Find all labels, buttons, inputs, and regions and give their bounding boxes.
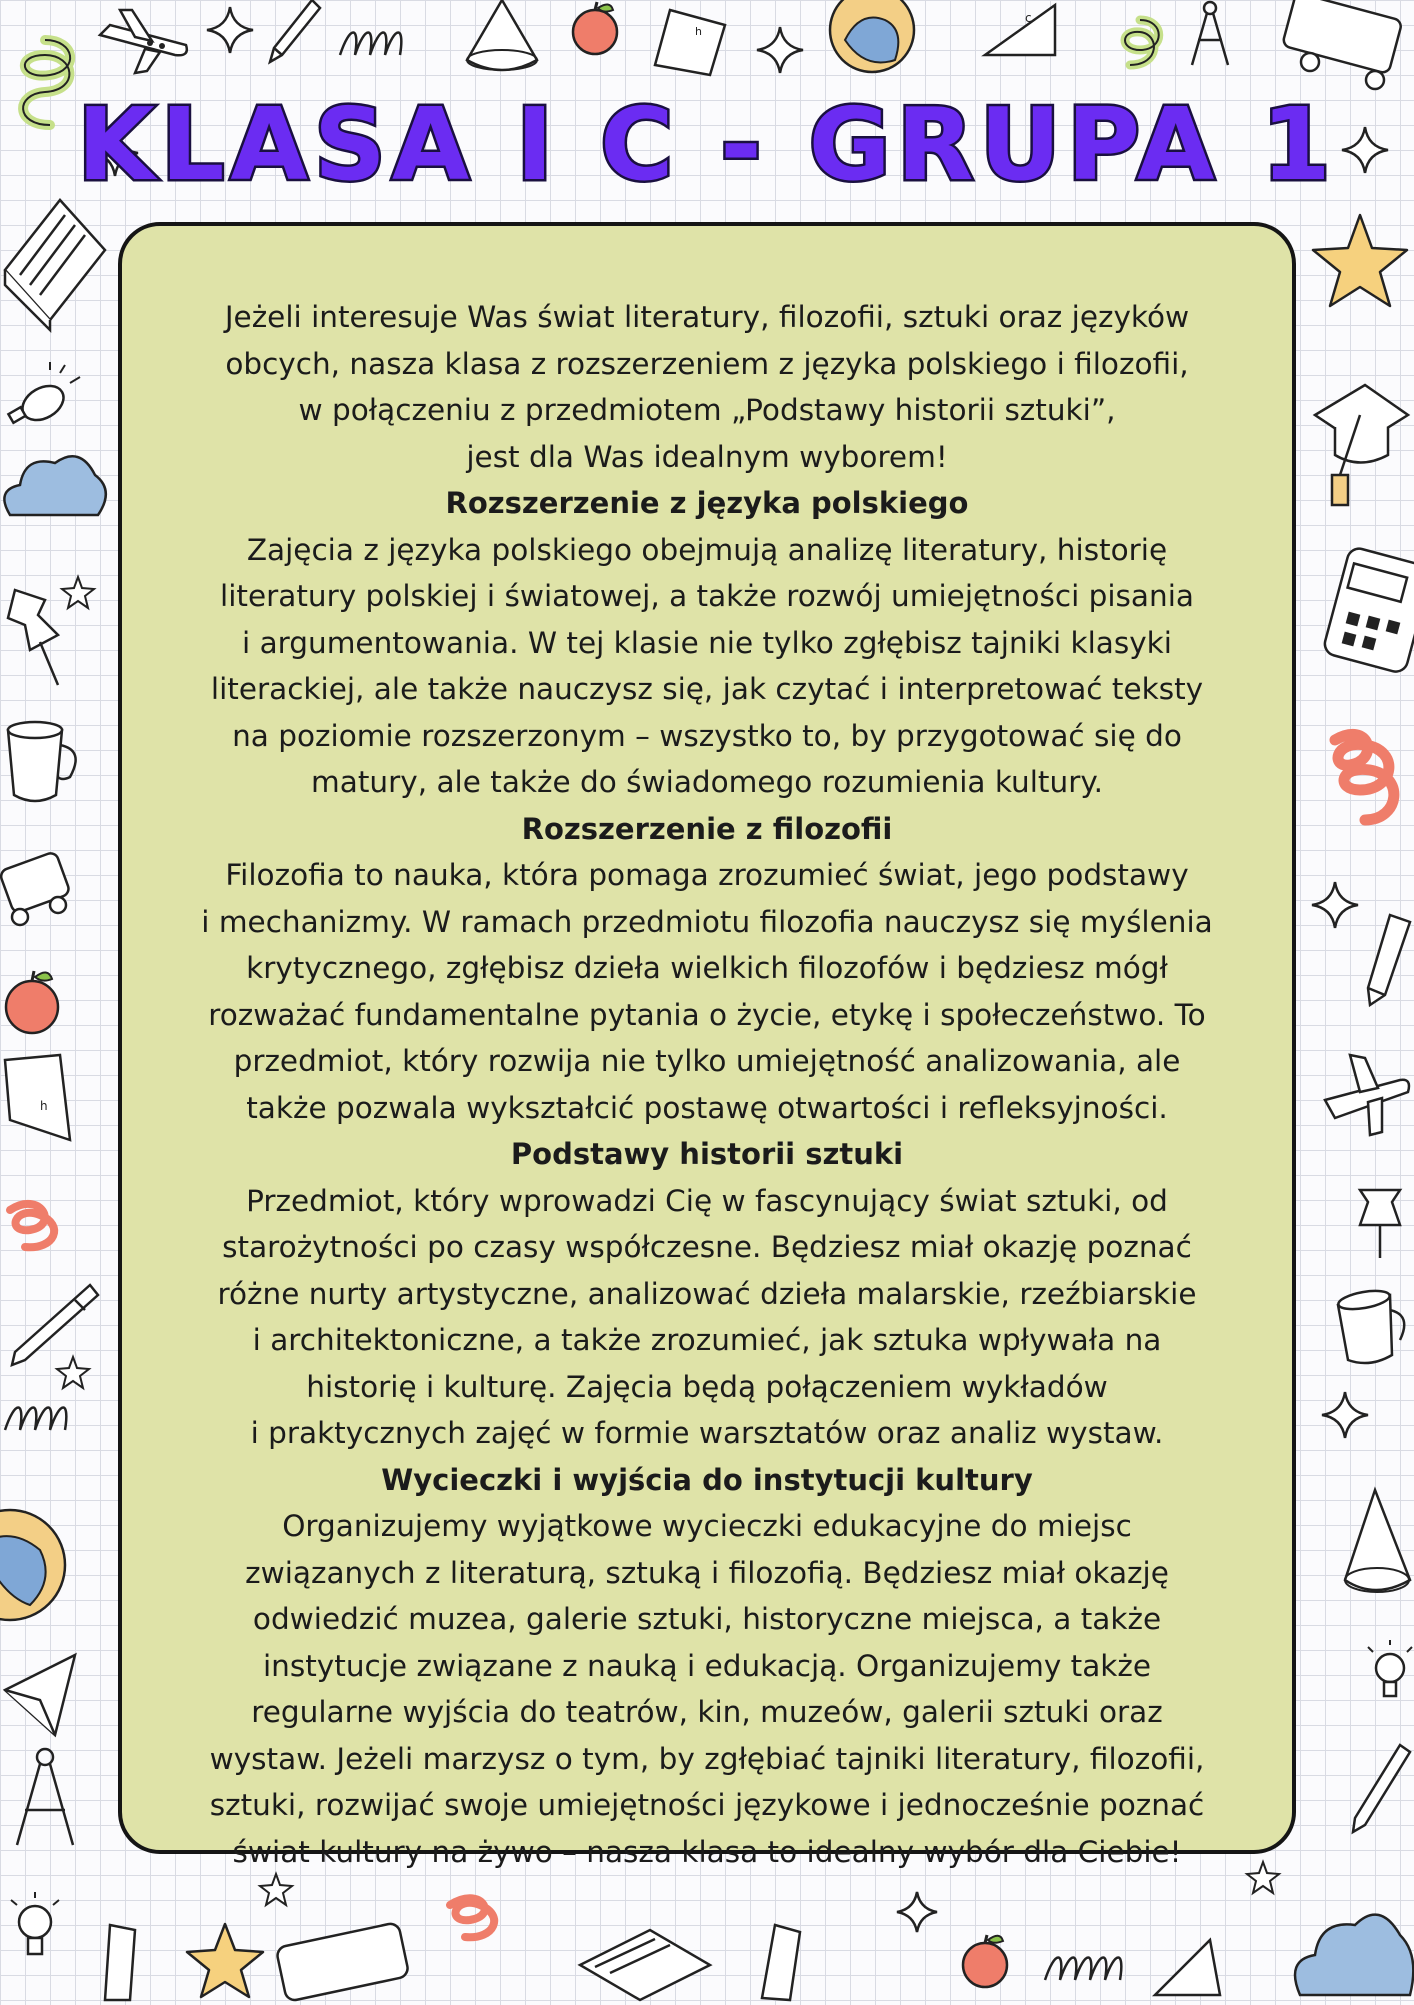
section-line: także pozwala wykształcić postawę otwartości i refleksyjności. (246, 1090, 1168, 1125)
bus-icon (275, 1925, 415, 2000)
svg-text:h: h (695, 25, 702, 38)
section-line: regularne wyjścia do teatrów, kin, muzeów, galerii sztuki oraz (251, 1695, 1163, 1729)
section-line: świat kultury na żywo – nasza klasa to idealny wybór dla Ciebie! (232, 1834, 1182, 1869)
book-icon (570, 1925, 720, 2000)
calculator-icon (1325, 545, 1414, 675)
svg-text:h: h (40, 1099, 48, 1113)
section-line: sztuki, rozwijać swoje umiejętności językowe i jednocześnie poznać (209, 1788, 1205, 1822)
pushpin-icon (1350, 1180, 1410, 1260)
section-line: rozważać fundamentalne pytania o życie, etykę i społeczeństwo. To (208, 997, 1206, 1032)
section-line: i argumentowania. W tej klasie nie tylko zgłębisz tajniki klasyki (242, 625, 1172, 660)
section-line: matury, ale także do świadomego rozumienia kultury. (311, 765, 1103, 799)
triangle-icon (975, 0, 1065, 60)
star-icon (60, 575, 96, 611)
section-line: krytycznego, zgłębisz dzieła wielkich filozofów i będziesz mógł (246, 951, 1168, 985)
section-heading-philosophy: Rozszerzenie z filozofii (521, 811, 893, 846)
section-line: związanych z literaturą, sztuką i filozofią. Będziesz miał okazję (245, 1555, 1169, 1590)
lightbulb-icon (1365, 1640, 1414, 1710)
intro-line: obcych, nasza klasa z rozszerzeniem z języka polskiego i filozofii, (225, 346, 1189, 381)
lightbulb-icon (5, 365, 85, 425)
section-line: literatury polskiej i światowej, a także rozwój umiejętności pisania (220, 579, 1194, 613)
triangle-icon (0, 1050, 80, 1160)
section-heading-art-history: Podstawy historii sztuki (510, 1137, 904, 1171)
intro-line: Jeżeli interesuje Was świat literatury, filozofii, sztuki oraz języków (224, 300, 1190, 334)
section-line: przedmiot, który rozwija nie tylko umiejętność analizowania, ale (233, 1044, 1181, 1078)
section-line: różne nurty artystyczne, analizować dzieła malarskie, rzeźbiarskie (217, 1276, 1197, 1311)
star-icon (895, 1890, 939, 1934)
triangle-icon (1150, 1935, 1230, 2000)
pencil-icon (750, 1920, 810, 2005)
compass-icon (1180, 0, 1240, 70)
airplane-icon (90, 5, 200, 75)
pencil-icon (1360, 910, 1414, 1020)
section-line: odwiedzić muzea, galerie sztuki, historyczne miejsca, a także (252, 1602, 1162, 1636)
star-icon (258, 1872, 294, 1908)
pencil-icon (262, 0, 322, 70)
cone-icon (1340, 1485, 1414, 1605)
cone-icon (462, 0, 542, 75)
cup-icon (1330, 1280, 1414, 1370)
section-line: historię i kulturę. Zajęcia będą połączeniem wykładów (306, 1369, 1108, 1404)
airplane-icon (1320, 1040, 1414, 1140)
section-line: i praktycznych zajęć w formie warsztatów oraz analiz wystaw. (250, 1416, 1164, 1450)
star-icon (1320, 1390, 1370, 1440)
bus-icon (0, 855, 80, 935)
section-line: wystaw. Jeżeli marzysz o tym, by zgłębiać tajniki literatury, filozofii, (209, 1741, 1205, 1776)
spiral-icon (1040, 1950, 1135, 1990)
globe-icon (0, 1495, 70, 1635)
section-line: literackiej, ale także nauczysz się, jak czytać i interpretować teksty (210, 672, 1204, 706)
cloud-icon (1290, 1895, 1414, 2000)
content-panel (118, 222, 1296, 1869)
paper-plane-icon (0, 1650, 80, 1740)
section-line: Filozofia to nauka, która pomaga zrozumieć świat, jego podstawy (225, 858, 1189, 892)
star-icon (1310, 210, 1410, 310)
triangle-icon (650, 5, 730, 80)
svg-text:c: c (1025, 11, 1032, 25)
section-line: i mechanizmy. W ramach przedmiotu filozofia nauczysz się myślenia (201, 904, 1213, 939)
section-line: i architektoniczne, a także zrozumieć, jak sztuka wpływała na (252, 1323, 1162, 1357)
star-icon (205, 5, 255, 55)
compass-icon (5, 1745, 85, 1855)
spiral-icon (1320, 720, 1414, 840)
intro-line: jest dla Was idealnym wyborem! (466, 439, 948, 474)
apple-icon (0, 965, 70, 1040)
section-heading-trips: Wycieczki i wyjścia do instytucji kultury (381, 1462, 1033, 1497)
cup-icon (0, 715, 90, 815)
spiral-icon (335, 25, 425, 65)
section-line: instytucje związane z nauką i edukacją. Organizujemy także (262, 1648, 1152, 1683)
section-line: na poziomie rozszerzonym – wszystko to, by przygotować się do (232, 718, 1182, 753)
graduation-cap-icon (1310, 355, 1410, 525)
spiral-icon (0, 1400, 85, 1440)
star-icon (185, 1920, 265, 2000)
section-heading-polish: Rozszerzenie z języka polskiego (445, 486, 969, 520)
apple-icon (565, 0, 625, 60)
pencil-icon (90, 1920, 150, 2005)
star-icon (755, 25, 805, 75)
lightbulb-icon (5, 1890, 65, 1970)
section-line: starożytności po czasy współczesne. Będziesz miał okazję poznać (222, 1230, 1192, 1264)
spiral-icon (440, 1885, 510, 1945)
globe-icon (825, 0, 920, 75)
pen-icon (1345, 1740, 1414, 1840)
star-icon (55, 1355, 91, 1391)
section-line: Przedmiot, który wprowadzi Cię w fascynujący świat sztuki, od (246, 1183, 1168, 1218)
star-icon (1310, 880, 1360, 930)
apple-icon (955, 1925, 1015, 1995)
cloud-icon (0, 445, 110, 535)
spiral-icon (1110, 10, 1170, 70)
page-title: KLASA I C - GRUPA 1 (77, 86, 1337, 203)
intro-line: w połączeniu z przedmiotem „Podstawy historii sztuki”, (298, 393, 1116, 427)
section-line: Organizujemy wyjątkowe wycieczki edukacyjne do miejsc (282, 1509, 1132, 1543)
spiral-icon (0, 1195, 70, 1255)
section-line: Zajęcia z języka polskiego obejmują analizę literatury, historię (246, 532, 1168, 567)
bus-icon (1280, 0, 1410, 95)
